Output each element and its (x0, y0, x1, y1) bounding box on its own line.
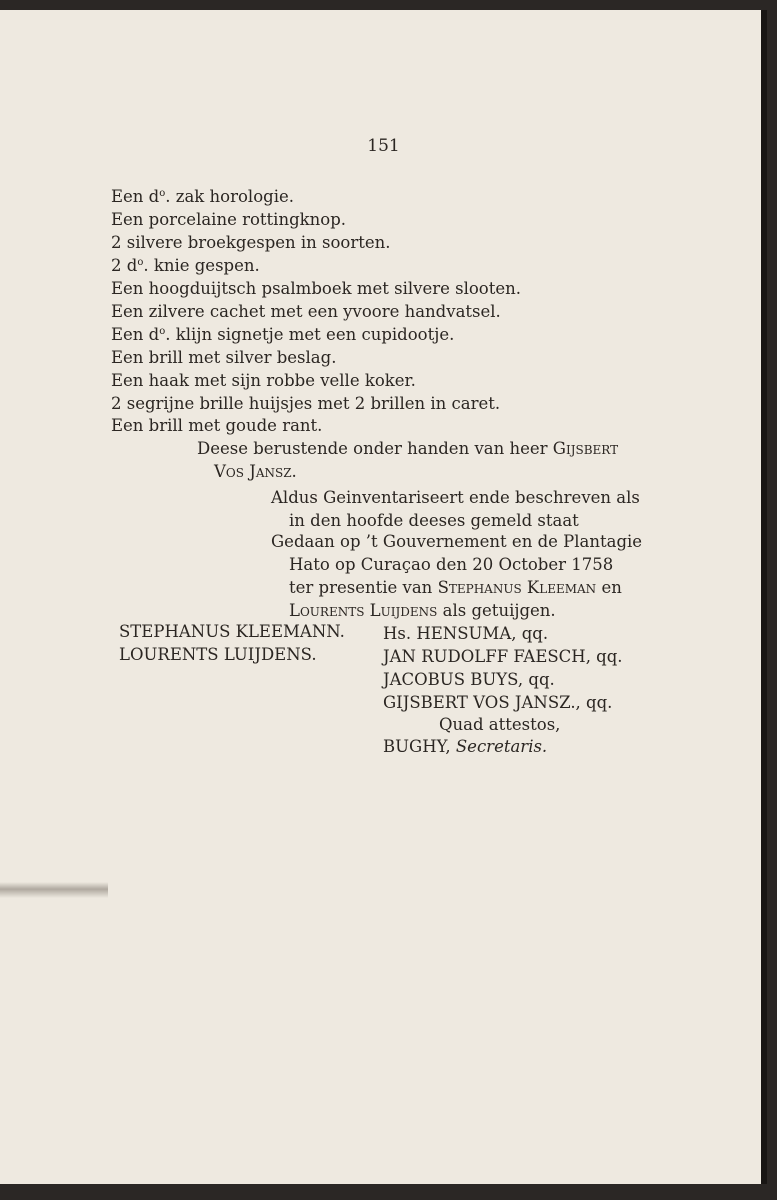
inventory-item-5: Een hoogduijtsch psalmboek met silvere slooten. (111, 279, 521, 298)
closing-line-2: in den hoofde deeses gemeld staat (289, 511, 579, 530)
attestation-line: Quad attestos, (439, 715, 561, 734)
custody-line-2: Vos Jansz. (214, 462, 297, 481)
closing-line-3: Gedaan op ’t Gouvernement en de Plantagie (271, 532, 643, 551)
inventory-item-4: 2 $d^o$. knie gespen. (111, 256, 260, 275)
page-number: 151 (367, 136, 400, 156)
signature-stephanus-kleemann: STEPHANUS KLEEMANN. (119, 622, 345, 641)
signature-bughy: BUGHY, Secretaris. (383, 737, 548, 756)
inventory-item-1: Een $d^o$. zak horologie. (111, 187, 294, 206)
signature-buys: JACOBUS BUYS, qq. (383, 670, 555, 689)
signature-vos-jansz: GIJSBERT VOS JANSZ., qq. (383, 693, 613, 712)
inventory-item-7: Een $d^o$. klijn signetje met een cupidootje. (111, 325, 455, 344)
closing-line-1: Aldus Geinventariseert ende beschreven als (271, 488, 640, 507)
signature-faesch: JAN RUDOLFF FAESCH, qq. (383, 647, 623, 666)
inventory-item-2: Een porcelaine rottingknop. (111, 210, 347, 229)
inventory-item-11: Een brill met goude rant. (111, 416, 323, 435)
inventory-item-10: 2 segrijne brille huijsjes met 2 brillen in caret. (111, 394, 501, 413)
inventory-item-9: Een haak met sijn robbe velle koker. (111, 371, 416, 390)
inventory-item-3: 2 silvere broekgespen in soorten. (111, 233, 391, 252)
book-page (0, 10, 767, 1184)
closing-line-6: Lourents Luijdens als getuijgen. (289, 601, 556, 620)
closing-line-5: ter presentie van Stephanus Kleeman en (289, 578, 622, 597)
signature-lourents-luijdens: LOURENTS LUIJDENS. (119, 645, 317, 664)
signature-hensuma: Hs. HENSUMA, qq. (383, 624, 549, 643)
closing-line-4: Hato op Curaçao den 20 October 1758 (289, 555, 614, 574)
page-smudge (0, 882, 108, 898)
custody-line-1: Deese berustende onder handen van heer Gijsbert (197, 439, 619, 458)
inventory-item-6: Een zilvere cachet met een yvoore handvatsel. (111, 302, 501, 321)
inventory-item-8: Een brill met silver beslag. (111, 348, 337, 367)
